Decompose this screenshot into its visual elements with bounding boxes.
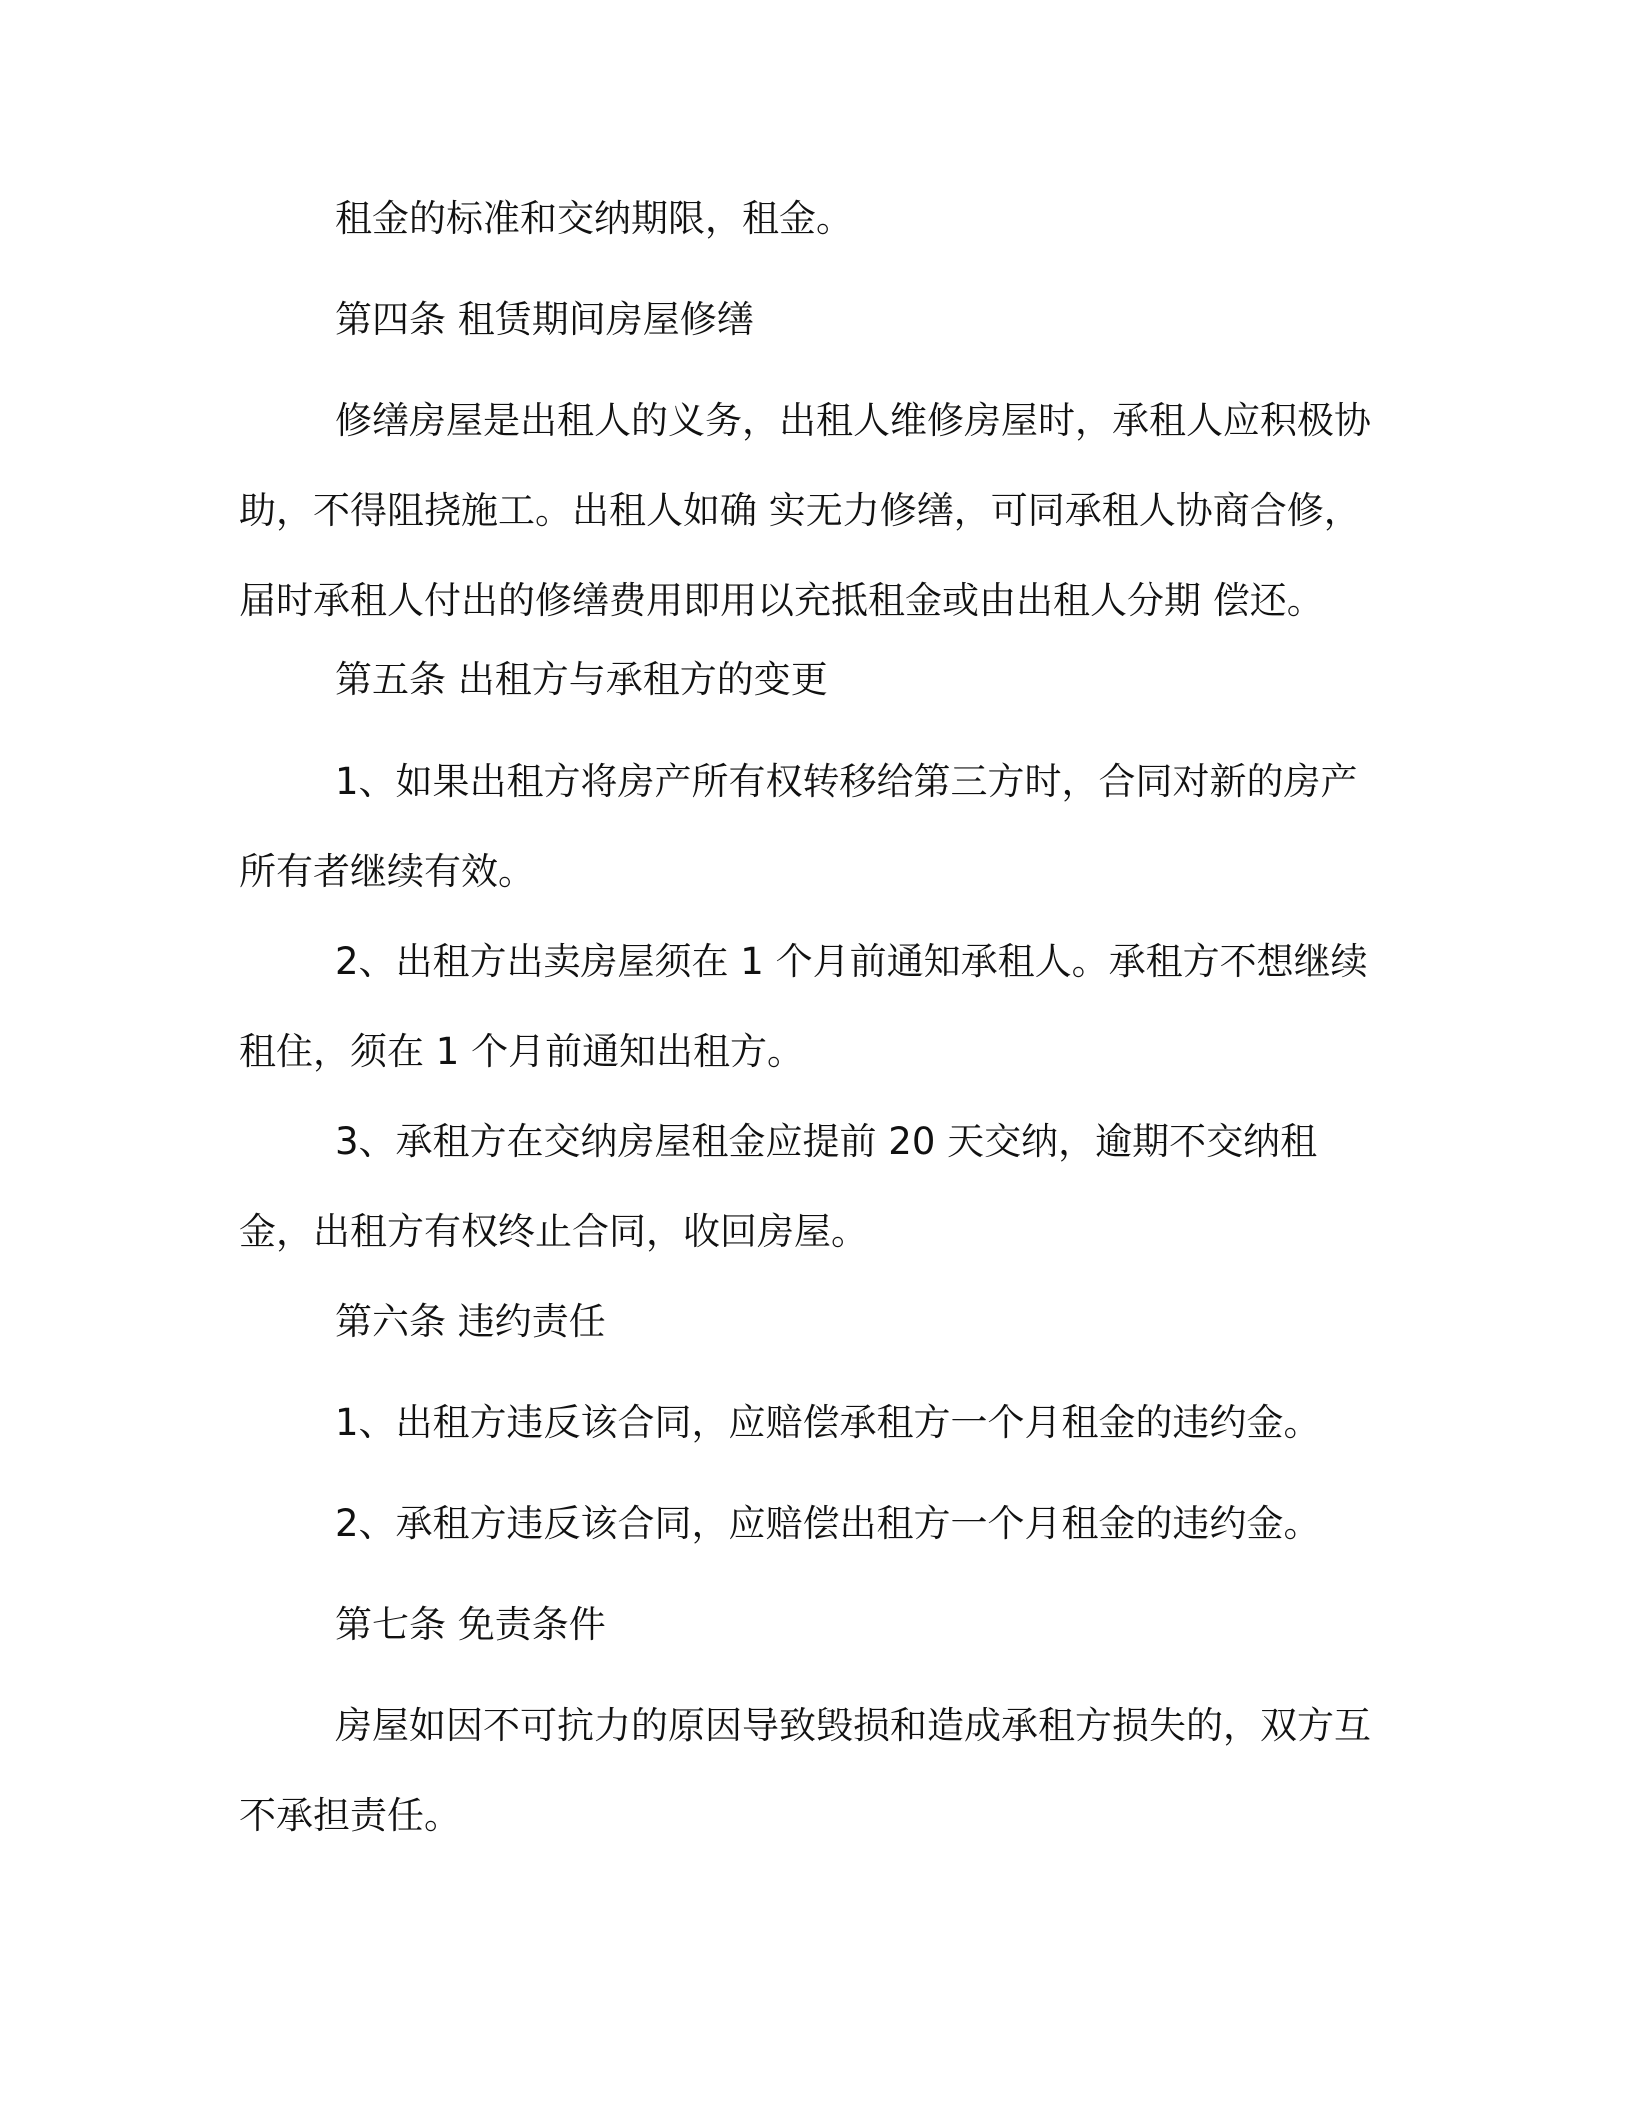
- heading-article-7: 第七条 免责条件: [335, 1603, 606, 1646]
- paragraph-article-6-item-2: 2、承租方违反该合同，应赔偿出租方一个月租金的违约金。: [335, 1502, 1321, 1545]
- heading-article-6: 第六条 违约责任: [335, 1300, 606, 1343]
- paragraph-article-5-item-3: 3、承租方在交纳房屋租金应提前 20 天交纳，逾期不交纳租金，出租方有权终止合同，收回房屋。: [239, 1120, 1318, 1253]
- heading-article-4: 第四条 租赁期间房屋修缮: [335, 298, 754, 341]
- paragraph-article-7-body: 房屋如因不可抗力的原因导致毁损和造成承租方损失的，双方互不承担责任。: [239, 1704, 1371, 1837]
- paragraph-rent-standard: 租金的标准和交纳期限，租金。: [335, 197, 853, 240]
- paragraph-article-5-item-2: 2、出租方出卖房屋须在 1 个月前通知承租人。承租方不想继续租住，须在 1 个月前通知出租方。: [239, 940, 1368, 1073]
- heading-article-5: 第五条 出租方与承租方的变更: [335, 658, 828, 701]
- paragraph-article-6-item-1: 1、出租方违反该合同，应赔偿承租方一个月租金的违约金。: [335, 1401, 1321, 1444]
- paragraph-repair-duty: 修缮房屋是出租人的义务，出租人维修房屋时，承租人应积极协助，不得阻挠施工。出租人如确 实无力修缮，可同承租人协商合修，届时承租人付出的修缮费用即用以充抵租金或由出租人分期 偿还。: [239, 399, 1371, 622]
- paragraph-article-5-item-1: 1、如果出租方将房产所有权转移给第三方时，合同对新的房产所有者继续有效。: [239, 760, 1358, 893]
